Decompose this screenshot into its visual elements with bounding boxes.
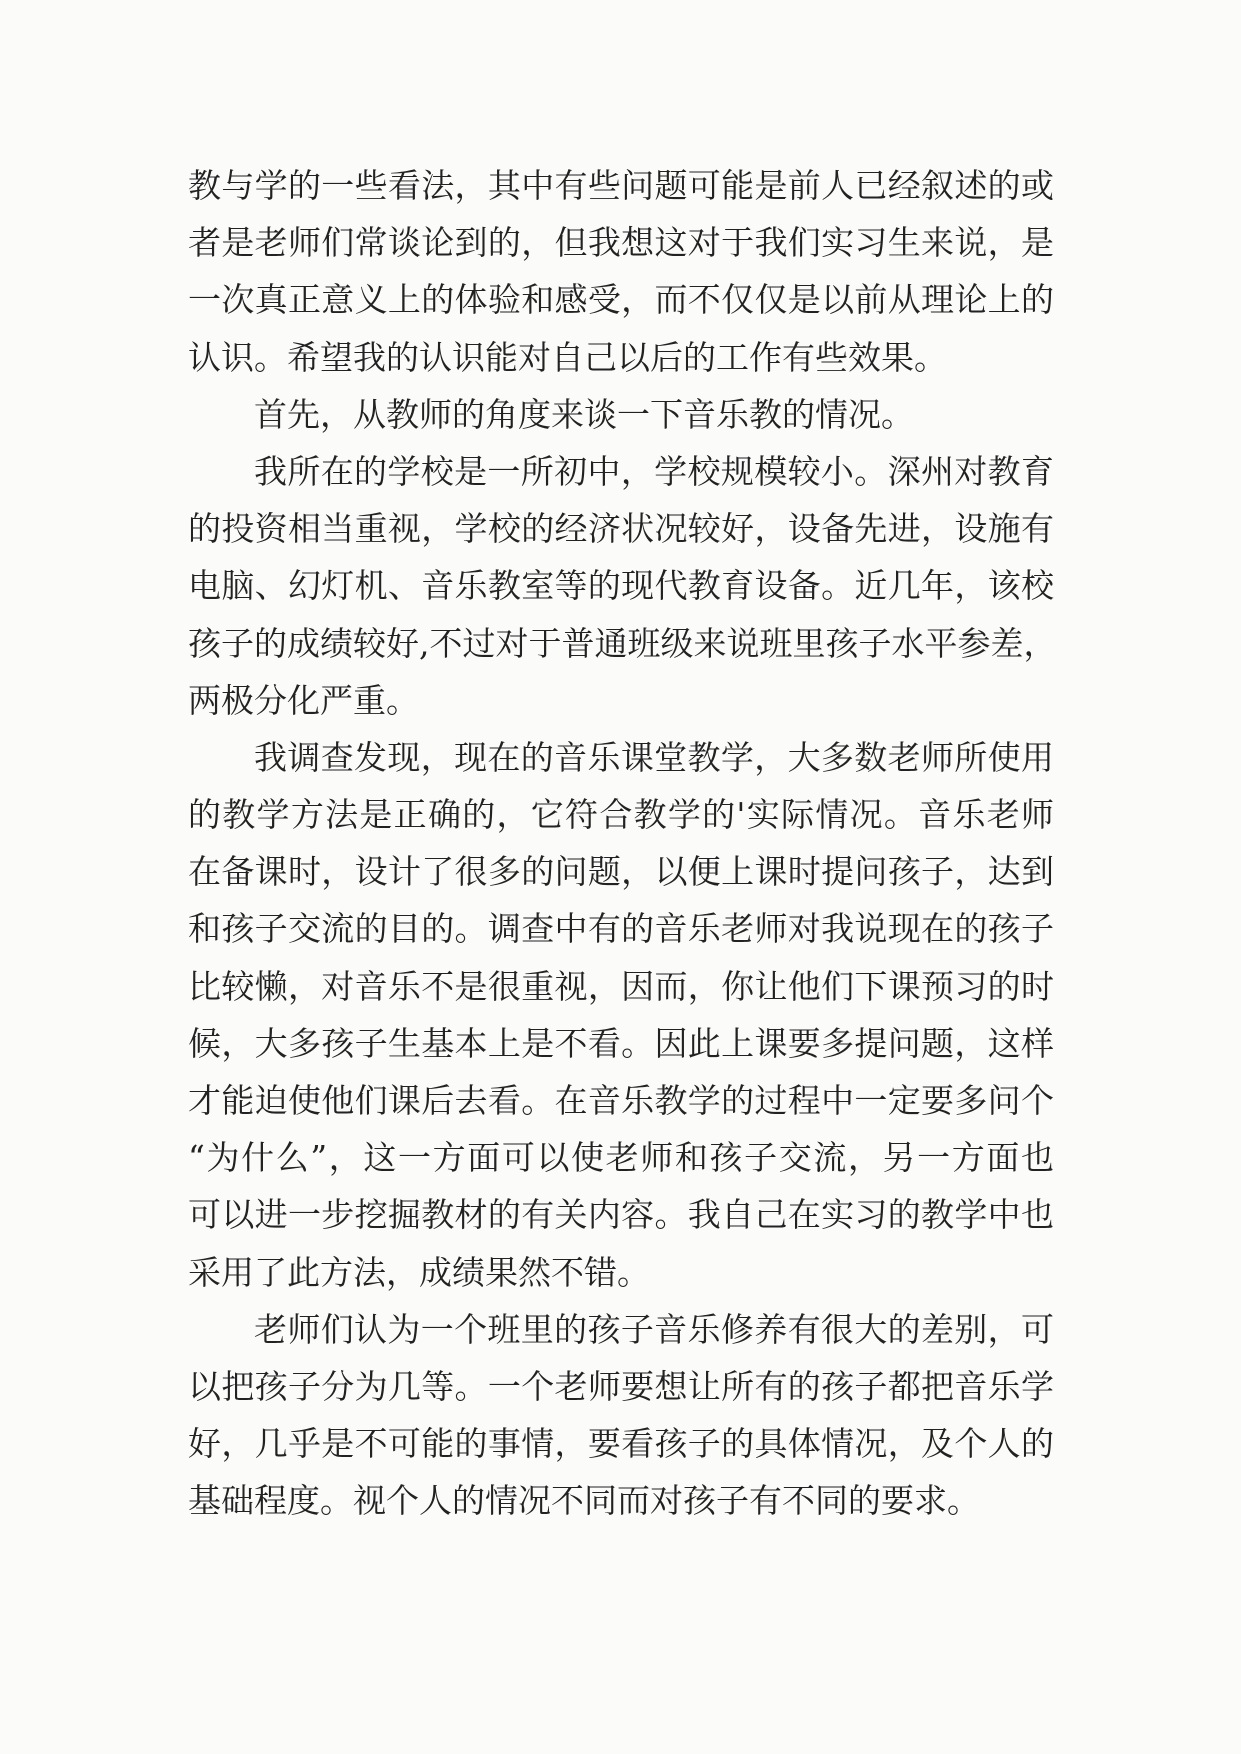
paragraph-3: [188, 443, 1057, 729]
paragraph-2: [188, 386, 1054, 443]
text-line: 可以进一步挖掘教材的有关内容。我自己在实习的教学中也: [188, 1195, 1054, 1235]
text-line: 老师们认为一个班里的孩子音乐修养有很大的差别，可: [254, 1309, 1054, 1349]
paragraph-4: [188, 729, 1054, 1301]
text-line: 好，几乎是不可能的事情，要看孩子的具体情况，及个人的: [188, 1424, 1054, 1464]
text-line: “为什么”，这一方面可以使老师和孩子交流，另一方面也: [188, 1138, 1054, 1178]
text-line: 比较懒，对音乐不是很重视，因而，你让他们下课预习的时: [188, 966, 1054, 1006]
text-line: 才能迫使他们课后去看。在音乐教学的过程中一定要多问个: [188, 1081, 1054, 1120]
text-line: 以把孩子分为几等。一个老师要想让所有的孩子都把音乐学: [188, 1366, 1054, 1406]
text-line: 的投资相当重视，学校的经济状况较好，设备先进，设施有: [188, 509, 1054, 549]
text-line: 基础程度。视个人的情况不同而对孩子有不同的要求。: [188, 1481, 980, 1521]
text-line: 我调查发现，现在的音乐课堂教学，大多数老师所使用: [254, 737, 1054, 777]
text-line: 孩子的成绩较好,不过对于普通班级来说班里孩子水平参差，: [188, 623, 1057, 663]
text-line: 采用了此方法，成绩果然不错。: [188, 1252, 650, 1292]
paragraph-1: [188, 157, 1054, 386]
text-line: 的教学方法是正确的，它符合教学的'实际情况。音乐老师: [188, 795, 1054, 835]
text-line: 认识。希望我的认识能对自己以后的工作有些效果。: [188, 337, 947, 377]
text-line: 两极分化严重。: [188, 680, 419, 720]
text-line: 我所在的学校是一所初中，学校规模较小。深州对教育: [254, 451, 1054, 491]
document-body: [188, 157, 1057, 1530]
text-line: 和孩子交流的目的。调查中有的音乐老师对我说现在的孩子: [188, 909, 1054, 949]
text-line: 教与学的一些看法，其中有些问题可能是前人已经叙述的或: [188, 166, 1054, 205]
text-line: 首先，从教师的角度来谈一下音乐教的情况。: [254, 394, 914, 434]
text-line: 者是老师们常谈论到的，但我想这对于我们实习生来说，是: [188, 223, 1054, 263]
text-line: 一次真正意义上的体验和感受，而不仅仅是以前从理论上的: [188, 280, 1054, 320]
text-line: 在备课时，设计了很多的问题，以便上课时提问孩子，达到: [188, 852, 1054, 892]
text-line: 候，大多孩子生基本上是不看。因此上课要多提问题，这样: [188, 1023, 1054, 1063]
text-line: 电脑、幻灯机、音乐教室等的现代教育设备。近几年，该校: [188, 566, 1054, 606]
paragraph-5: [188, 1301, 1054, 1530]
